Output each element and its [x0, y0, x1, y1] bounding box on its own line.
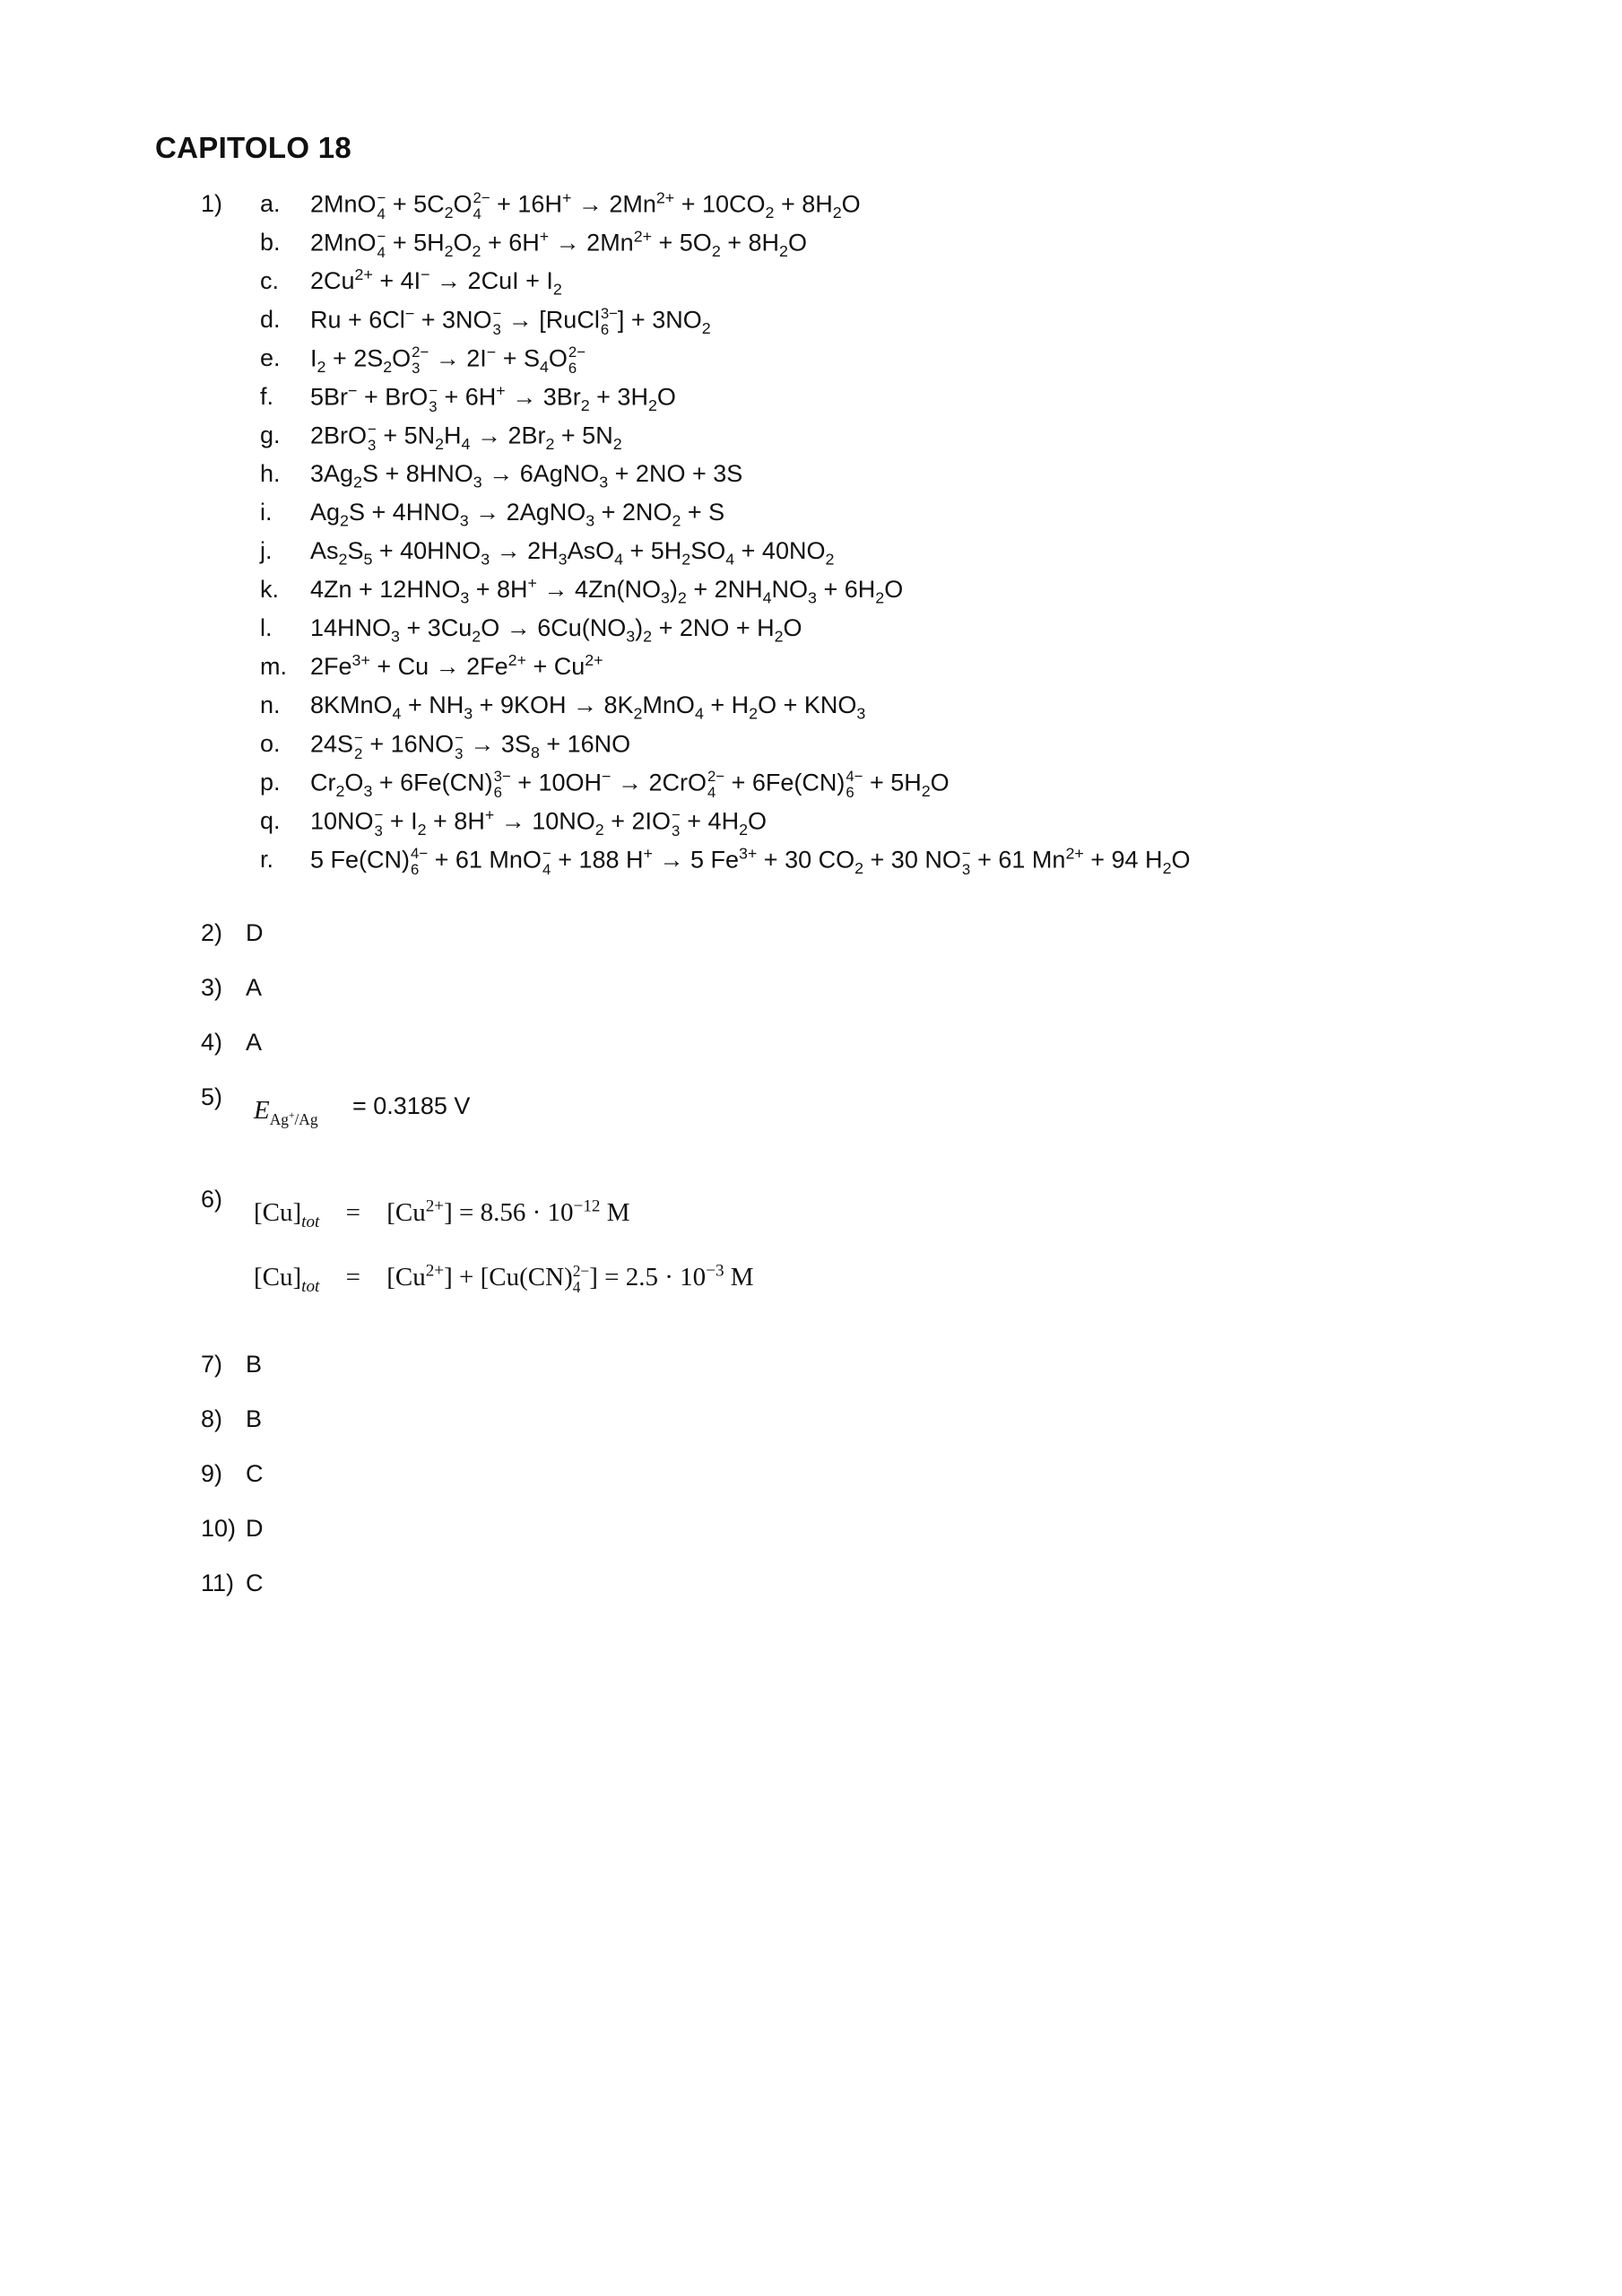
answer-number: 11) [201, 1570, 235, 1596]
equation-formula: $2Cu^{2+} + 4I^- \to 2CuI + I_2$ [310, 265, 562, 299]
answer-number: 3) [201, 974, 223, 1001]
answer-3 [201, 974, 262, 1002]
copper-concentration-line-1: $[Cu]_{tot} = [Cu^{2+}] = 8.56 \cdot 10^{-12}$ M [254, 1196, 630, 1231]
equation-formula: 2MnO − 4 + $5C_2O$ 2− 4 + $16H^+ \to 2Mn^{2+} + 10CO_2 + 8H_2O$ [310, 188, 861, 222]
equation-formula: 10NO − 3 + $I_2 + 8H^+ \to 10NO_2 + 2IO$ − 3 + $4H_2O$ [310, 805, 768, 839]
answer-10 [201, 1515, 264, 1543]
equation-letter: j. [260, 537, 273, 564]
equation-formula: $Cr_2O_3 + 6Fe(CN)$ 3− 6 + 10OH− → 2CrO 2− 4 + 6Fe(CN) 4− 6 + $5H_2O$ [310, 767, 950, 801]
equation-formula: 8KMnO$_4$ + $NH_3 + 9KOH \to 8K_2MnO_4 + H_2O + KNO_3$ [310, 691, 866, 723]
cu2-symbol: $[Cu^{2+}]$ [386, 1196, 453, 1227]
answer-8 [201, 1405, 262, 1433]
equation-letter: h. [260, 460, 281, 487]
equation-letter: l. [260, 614, 273, 641]
chapter-title: CAPITOLO 18 [155, 131, 352, 164]
equation-letter: c. [260, 267, 280, 294]
answer-11 [201, 1570, 264, 1597]
equation-formula: $As_2S_5 + 40HNO_3 \to 2H_3AsO_4 + 5H_2SO_4 + 40NO_2$ [310, 537, 835, 569]
equation-letter: d. [260, 306, 281, 333]
cu-tot-symbol: $[Cu]_{tot}$ [254, 1263, 320, 1296]
cu-tot-symbol: $[Cu]_{tot}$ [254, 1198, 320, 1231]
cu-cn4-symbol: [Cu(CN) 2− 4 ] [480, 1262, 598, 1297]
question-5-number: 5) [201, 1083, 223, 1110]
answer-number: 8) [201, 1405, 223, 1432]
electrode-potential-symbol: $E_{Ag^+/Ag}$ [254, 1096, 318, 1128]
equation-letter: f. [260, 383, 274, 410]
copper-concentration-line-2: $[Cu]_{tot} = [Cu^{2+}] + [Cu(CN)$ 2− 4 ] = $2.5 \cdot 10^{-3}$ M [254, 1261, 754, 1297]
equation-letter: b. [260, 229, 281, 256]
copper-line-2-value: = $2.5 \cdot 10^{-3}$ M [604, 1261, 754, 1292]
equation-formula: 5 Fe(CN) 4− 6 + 61 MnO − 4 + 188 H+ → 5 $Fe^{3+} + 30$ $CO_2 + 30$ NO − 3 + 61 $Mn^{2+} + 94$ $H_2O$ [310, 844, 1191, 878]
answer-letter: D [246, 919, 264, 946]
equation-letter: p. [260, 769, 281, 796]
equation-letter: g. [260, 422, 281, 448]
electrode-potential-value: = 0.3185 V [352, 1092, 471, 1119]
answer-2 [201, 919, 264, 947]
equation-letter: r. [260, 846, 274, 873]
answer-letter: C [246, 1570, 264, 1596]
answer-number: 9) [201, 1460, 223, 1487]
equation-formula: 24S − 2 + 16NO − 3 → $3S_8 + 16NO$ [310, 729, 631, 762]
equation-letter: i. [260, 499, 273, 526]
answer-letter: A [246, 974, 263, 1001]
copper-line-1-value: = $8.56 \cdot 10^{-12}$ M [459, 1196, 630, 1227]
equation-formula: $3Ag_2S + 8HNO_3$ → 6AgNO$_3$ + 2NO + 3S [310, 460, 743, 491]
equation-letter: n. [260, 691, 281, 718]
answer-letter: D [246, 1515, 264, 1542]
answer-letter: B [246, 1351, 263, 1378]
answer-letter: C [246, 1460, 264, 1487]
equation-formula: $14HNO_3 + 3Cu_2O \to 6Cu(NO_3)_2 + 2NO + H_2O$ [310, 614, 802, 646]
question-6-number: 6) [201, 1186, 223, 1213]
equation-formula: 5Br− + BrO − 3 + $6H^+ \to 3Br_2 + 3H_2O$ [310, 381, 676, 415]
equation-letter: e. [260, 344, 281, 371]
question-1-number: 1) [201, 190, 223, 217]
equation-formula: 2MnO − 4 + $5H_2O_2 + 6H^+ \to 2Mn^{2+} + 5O_2 + 8H_2O$ [310, 227, 807, 261]
equation-formula: $I_2 + 2S_2O$ 2− 3 → $2I^- + S_4O$ 2− 6 [310, 343, 586, 377]
equation-letter: k. [260, 576, 280, 603]
equation-formula: Ru + 6Cl− + 3NO − 3 → [RuCl 3− 6 ] + $3NO_2$ [310, 304, 711, 338]
equation-letter: o. [260, 730, 281, 757]
answer-7 [201, 1351, 262, 1378]
equation-letter: q. [260, 807, 281, 834]
equation-letter: m. [260, 653, 287, 680]
equation-formula: 2BrO − 3 + $5N_2H_4 \to 2Br_2 + 5N_2$ [310, 421, 622, 454]
equation-formula: $4Zn + 12HNO_3 + 8H^+ \to 4Zn(NO_3)_2 + 2NH_4NO_3 + 6H_2O$ [310, 574, 904, 607]
equation-formula: $2Fe^{3+} + Cu \to 2Fe^{2+} + Cu^{2+}$ [310, 651, 603, 680]
answer-number: 2) [201, 919, 223, 946]
equation-letter: a. [260, 190, 281, 217]
equation-formula: $Ag_2S + 4HNO_3$ → 2AgNO$_3$ + $2NO_2 + S$ [310, 499, 725, 530]
answer-4 [201, 1029, 262, 1057]
answer-letter: A [246, 1029, 263, 1056]
answer-letter: B [246, 1405, 263, 1432]
answer-number: 4) [201, 1029, 223, 1056]
answer-number: 7) [201, 1351, 223, 1378]
answer-9 [201, 1460, 264, 1488]
cu2-symbol: $[Cu^{2+}]$ [386, 1261, 453, 1292]
answer-number: 10) [201, 1515, 237, 1542]
